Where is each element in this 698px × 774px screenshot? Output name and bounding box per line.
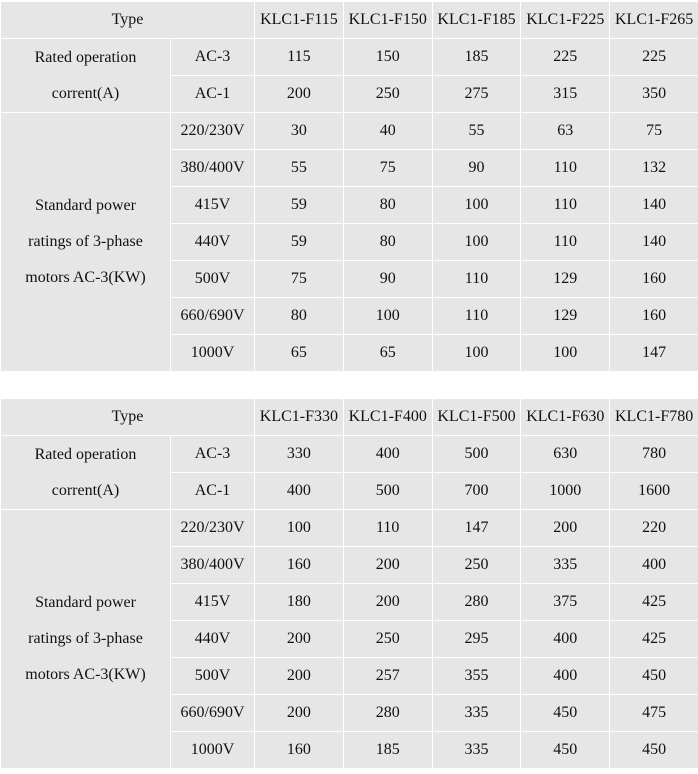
model-header: KLC1-F225 [521,2,610,39]
value-cell: 65 [255,335,344,372]
model-header: KLC1-F400 [343,399,432,436]
value-cell: 160 [255,732,344,769]
value-cell: 80 [343,224,432,261]
value-cell: 400 [610,547,698,584]
value-cell: 355 [432,658,521,695]
voltage-cell: 415V [171,187,255,224]
value-cell: 315 [521,76,610,113]
value-cell: 132 [610,150,698,187]
type-header: Type [1,399,255,436]
value-cell: 129 [521,298,610,335]
value-cell: 115 [255,39,344,76]
value-cell: 59 [255,224,344,261]
value-cell: 200 [255,621,344,658]
value-cell: 200 [255,658,344,695]
value-cell: 110 [432,298,521,335]
label-line: Standard power [35,197,136,214]
model-header: KLC1-F330 [255,399,344,436]
value-cell: 335 [432,695,521,732]
header-row [1,399,698,436]
value-cell: 150 [343,39,432,76]
value-cell: 147 [610,335,698,372]
label-line: Rated operation [34,445,137,463]
value-cell: 400 [521,658,610,695]
table-row [1,436,698,473]
value-cell: 110 [521,187,610,224]
value-cell: 55 [255,150,344,187]
value-cell: 110 [521,224,610,261]
value-cell: 200 [343,547,432,584]
value-cell: 200 [255,695,344,732]
table-row [1,510,698,547]
type-header: Type [1,2,255,39]
value-cell: 450 [521,695,610,732]
category-cell: AC-3 [171,436,255,473]
value-cell: 110 [521,150,610,187]
value-cell: 75 [343,150,432,187]
value-cell: 65 [343,335,432,372]
value-cell: 90 [432,150,521,187]
value-cell: 425 [610,621,698,658]
model-header: KLC1-F780 [610,399,698,436]
value-cell: 75 [255,261,344,298]
value-cell: 110 [432,261,521,298]
value-cell: 780 [610,436,698,473]
value-cell: 475 [610,695,698,732]
value-cell: 250 [432,547,521,584]
value-cell: 500 [343,473,432,510]
value-cell: 250 [343,621,432,658]
model-header: KLC1-F630 [521,399,610,436]
spec-table-body [1,2,698,372]
model-header: KLC1-F500 [432,399,521,436]
label-line: ratings of 3-phase [28,630,143,647]
value-cell: 225 [521,39,610,76]
value-cell: 63 [521,113,610,150]
value-cell: 100 [432,335,521,372]
model-header: KLC1-F150 [343,2,432,39]
voltage-cell: 660/690V [171,298,255,335]
voltage-cell: 1000V [171,335,255,372]
label-line: Standard power [35,594,136,611]
rated-current-label [1,39,171,113]
value-cell: 330 [255,436,344,473]
value-cell: 400 [343,436,432,473]
value-cell: 160 [255,547,344,584]
voltage-cell: 220/230V [171,113,255,150]
value-cell: 1600 [610,473,698,510]
table-row [1,113,698,150]
power-rating-label [1,510,171,769]
spec-table-2 [0,398,698,769]
value-cell: 185 [343,732,432,769]
value-cell: 200 [255,76,344,113]
model-header: KLC1-F185 [432,2,521,39]
value-cell: 40 [343,113,432,150]
value-cell: 225 [610,39,698,76]
value-cell: 30 [255,113,344,150]
voltage-cell: 440V [171,621,255,658]
value-cell: 55 [432,113,521,150]
value-cell: 140 [610,224,698,261]
label-line: motors AC-3(KW) [25,269,146,286]
spec-table-body [1,399,698,769]
label-line: corrent(A) [51,481,120,499]
value-cell: 280 [432,584,521,621]
value-cell: 335 [432,732,521,769]
value-cell: 275 [432,76,521,113]
voltage-cell: 380/400V [171,150,255,187]
value-cell: 129 [521,261,610,298]
value-cell: 100 [432,187,521,224]
label-line: corrent(A) [51,84,120,102]
rated-current-label [1,436,171,510]
label-line: motors AC-3(KW) [25,666,146,683]
value-cell: 90 [343,261,432,298]
category-cell: AC-3 [171,39,255,76]
header-row [1,2,698,39]
value-cell: 110 [343,510,432,547]
value-cell: 450 [610,658,698,695]
value-cell: 400 [255,473,344,510]
value-cell: 80 [255,298,344,335]
value-cell: 630 [521,436,610,473]
value-cell: 200 [343,584,432,621]
voltage-cell: 1000V [171,732,255,769]
voltage-cell: 380/400V [171,547,255,584]
value-cell: 75 [610,113,698,150]
voltage-cell: 660/690V [171,695,255,732]
value-cell: 200 [521,510,610,547]
voltage-cell: 220/230V [171,510,255,547]
value-cell: 185 [432,39,521,76]
value-cell: 160 [610,298,698,335]
value-cell: 250 [343,76,432,113]
value-cell: 450 [521,732,610,769]
value-cell: 257 [343,658,432,695]
voltage-cell: 500V [171,261,255,298]
value-cell: 100 [255,510,344,547]
value-cell: 100 [432,224,521,261]
value-cell: 375 [521,584,610,621]
category-cell: AC-1 [171,76,255,113]
value-cell: 100 [343,298,432,335]
value-cell: 450 [610,732,698,769]
power-rating-label [1,113,171,372]
value-cell: 700 [432,473,521,510]
value-cell: 350 [610,76,698,113]
label-line: ratings of 3-phase [28,233,143,250]
voltage-cell: 415V [171,584,255,621]
model-header: KLC1-F115 [255,2,344,39]
value-cell: 425 [610,584,698,621]
value-cell: 140 [610,187,698,224]
voltage-cell: 440V [171,224,255,261]
value-cell: 500 [432,436,521,473]
value-cell: 280 [343,695,432,732]
value-cell: 220 [610,510,698,547]
value-cell: 180 [255,584,344,621]
table-row [1,39,698,76]
voltage-cell: 500V [171,658,255,695]
value-cell: 100 [521,335,610,372]
value-cell: 160 [610,261,698,298]
model-header: KLC1-F265 [610,2,698,39]
value-cell: 80 [343,187,432,224]
value-cell: 295 [432,621,521,658]
value-cell: 335 [521,547,610,584]
value-cell: 59 [255,187,344,224]
category-cell: AC-1 [171,473,255,510]
value-cell: 147 [432,510,521,547]
label-line: Rated operation [34,48,137,66]
value-cell: 400 [521,621,610,658]
spec-table-1 [0,1,698,372]
value-cell: 1000 [521,473,610,510]
